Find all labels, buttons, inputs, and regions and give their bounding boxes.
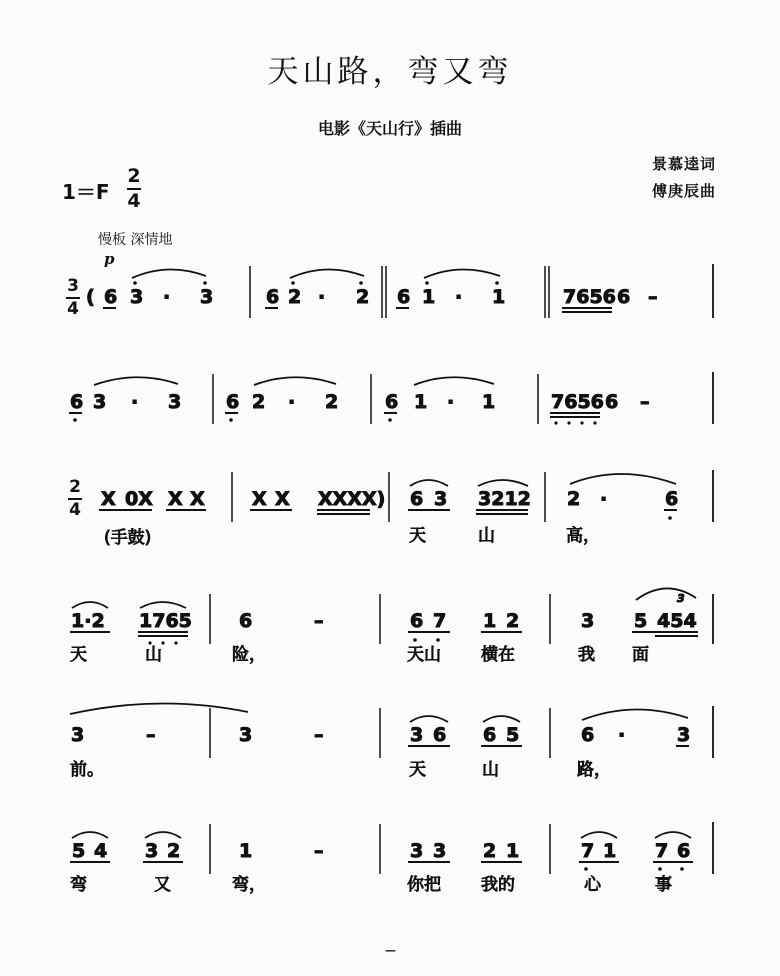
lyric: 弯 bbox=[70, 875, 87, 895]
note: 2 bbox=[325, 391, 339, 413]
lyric: 事 bbox=[655, 875, 672, 895]
note: 3 bbox=[677, 724, 691, 746]
lyric: 你把 bbox=[407, 875, 441, 895]
line-5 bbox=[70, 703, 713, 780]
tempo-marking: 慢板 深情地 bbox=[98, 232, 173, 248]
note-group: 3212 bbox=[478, 488, 531, 510]
note-group: 454 bbox=[657, 610, 697, 632]
beat-group: XXXX) bbox=[318, 488, 386, 510]
note: 7 bbox=[433, 610, 447, 632]
paren-open: ( bbox=[86, 286, 95, 308]
note: 6 bbox=[239, 610, 253, 632]
lyricist-credit: 景慕逵词 bbox=[651, 155, 716, 173]
dash: – bbox=[314, 840, 324, 862]
note: 6 bbox=[397, 286, 411, 308]
dot: · bbox=[163, 286, 171, 308]
note: 3 bbox=[130, 286, 144, 308]
note: 3 bbox=[581, 610, 595, 632]
lyric: 我的 bbox=[481, 875, 515, 895]
note: 1 bbox=[492, 286, 506, 308]
note: 1 bbox=[483, 610, 497, 632]
note: 2 bbox=[356, 286, 370, 308]
note: 3 bbox=[239, 724, 253, 746]
note: 3 bbox=[71, 724, 85, 746]
note: 6 bbox=[617, 286, 631, 308]
note: 3 bbox=[410, 724, 424, 746]
note: 6 bbox=[665, 488, 679, 510]
note: 2 bbox=[167, 840, 181, 862]
key-signature: 1＝F bbox=[62, 180, 110, 204]
note: 3 bbox=[434, 488, 448, 510]
note: 5 bbox=[72, 840, 86, 862]
lyric: 路， bbox=[577, 760, 611, 780]
note: 6 bbox=[385, 391, 399, 413]
note: 6 bbox=[581, 724, 595, 746]
note: 3 bbox=[93, 391, 107, 413]
line-1 bbox=[86, 264, 713, 318]
time-signature-top: 2 bbox=[127, 165, 141, 187]
dot: · bbox=[618, 724, 626, 746]
note: 1 bbox=[482, 391, 496, 413]
dot: · bbox=[131, 391, 139, 413]
note: 2 bbox=[288, 286, 302, 308]
note: 6 bbox=[410, 488, 424, 510]
lyric: 山 bbox=[482, 760, 499, 780]
instrument-note: (手鼓) bbox=[104, 528, 152, 548]
note: 3 bbox=[145, 840, 159, 862]
note: 6 bbox=[70, 391, 84, 413]
note: 2 bbox=[567, 488, 581, 510]
dot: · bbox=[318, 286, 326, 308]
note: 2 bbox=[483, 840, 497, 862]
lyric: 险， bbox=[232, 645, 266, 665]
beat: X bbox=[168, 488, 183, 510]
line3-ts-bottom: 4 bbox=[69, 500, 81, 520]
note: 3 bbox=[200, 286, 214, 308]
lyric: 山 bbox=[145, 645, 162, 665]
lyric: 天 bbox=[409, 526, 426, 546]
note: 6 bbox=[104, 286, 118, 308]
lyric: 高， bbox=[566, 526, 600, 546]
line1-ts-top: 3 bbox=[67, 276, 79, 296]
page-number: — bbox=[385, 944, 395, 957]
note: 1 bbox=[506, 840, 520, 862]
lyric: 横在 bbox=[481, 645, 515, 665]
lyric: 天山 bbox=[407, 645, 441, 665]
line-4 bbox=[70, 588, 713, 665]
beat: X bbox=[101, 488, 116, 510]
note: 6 bbox=[266, 286, 280, 308]
note: 1·2 bbox=[71, 610, 105, 632]
lyric: 我 bbox=[578, 645, 595, 665]
note: 6 bbox=[605, 391, 619, 413]
note: 2 bbox=[252, 391, 266, 413]
dash: – bbox=[146, 724, 156, 746]
line-3 bbox=[99, 470, 713, 548]
note-group: 7656 bbox=[563, 286, 616, 308]
note: 5 bbox=[506, 724, 520, 746]
dash: – bbox=[314, 610, 324, 632]
lyric: 天 bbox=[409, 760, 426, 780]
lyric: 天 bbox=[70, 645, 87, 665]
lyric: 山 bbox=[478, 526, 495, 546]
song-subtitle: 电影《天山行》插曲 bbox=[317, 119, 462, 138]
beat: X bbox=[275, 488, 290, 510]
note: 7 bbox=[655, 840, 669, 862]
note: 3 bbox=[433, 840, 447, 862]
note: 1 bbox=[239, 840, 253, 862]
note: 1 bbox=[422, 286, 436, 308]
note: 4 bbox=[94, 840, 108, 862]
line1-ts-bottom: 4 bbox=[67, 299, 79, 319]
song-title: 天山路，弯又弯 bbox=[267, 54, 513, 90]
lyric: 前。 bbox=[70, 760, 104, 780]
dot: · bbox=[288, 391, 296, 413]
note: 7 bbox=[581, 840, 595, 862]
time-signature-bottom: 4 bbox=[127, 190, 141, 212]
note: 3 bbox=[410, 840, 424, 862]
note-group: 1765 bbox=[139, 610, 192, 632]
triplet-mark: 3 bbox=[677, 592, 685, 605]
lyric: 心 bbox=[584, 875, 601, 895]
dot: · bbox=[455, 286, 463, 308]
note: 1 bbox=[414, 391, 428, 413]
line-6 bbox=[70, 822, 713, 895]
line-2 bbox=[69, 372, 713, 425]
composer-credit: 傅庚辰曲 bbox=[651, 182, 716, 200]
note: 6 bbox=[677, 840, 691, 862]
dash: – bbox=[314, 724, 324, 746]
lyric: 又 bbox=[154, 875, 171, 895]
beat: X bbox=[190, 488, 205, 510]
note-group: 7656 bbox=[551, 391, 604, 413]
lyric: 面 bbox=[632, 645, 649, 665]
dot: · bbox=[447, 391, 455, 413]
lyric: 弯， bbox=[232, 875, 266, 895]
note: 6 bbox=[483, 724, 497, 746]
dynamic-marking: p bbox=[104, 250, 115, 268]
note: 6 bbox=[226, 391, 240, 413]
dash: – bbox=[648, 286, 658, 308]
note: 5 bbox=[634, 610, 648, 632]
note: 6 bbox=[433, 724, 447, 746]
note: 2 bbox=[506, 610, 520, 632]
dash: – bbox=[640, 391, 650, 413]
beat: 0X bbox=[125, 488, 153, 510]
note: 3 bbox=[168, 391, 182, 413]
dot: · bbox=[600, 488, 608, 510]
note: 6 bbox=[410, 610, 424, 632]
line3-ts-top: 2 bbox=[69, 477, 81, 497]
beat: X bbox=[252, 488, 267, 510]
note: 1 bbox=[603, 840, 617, 862]
